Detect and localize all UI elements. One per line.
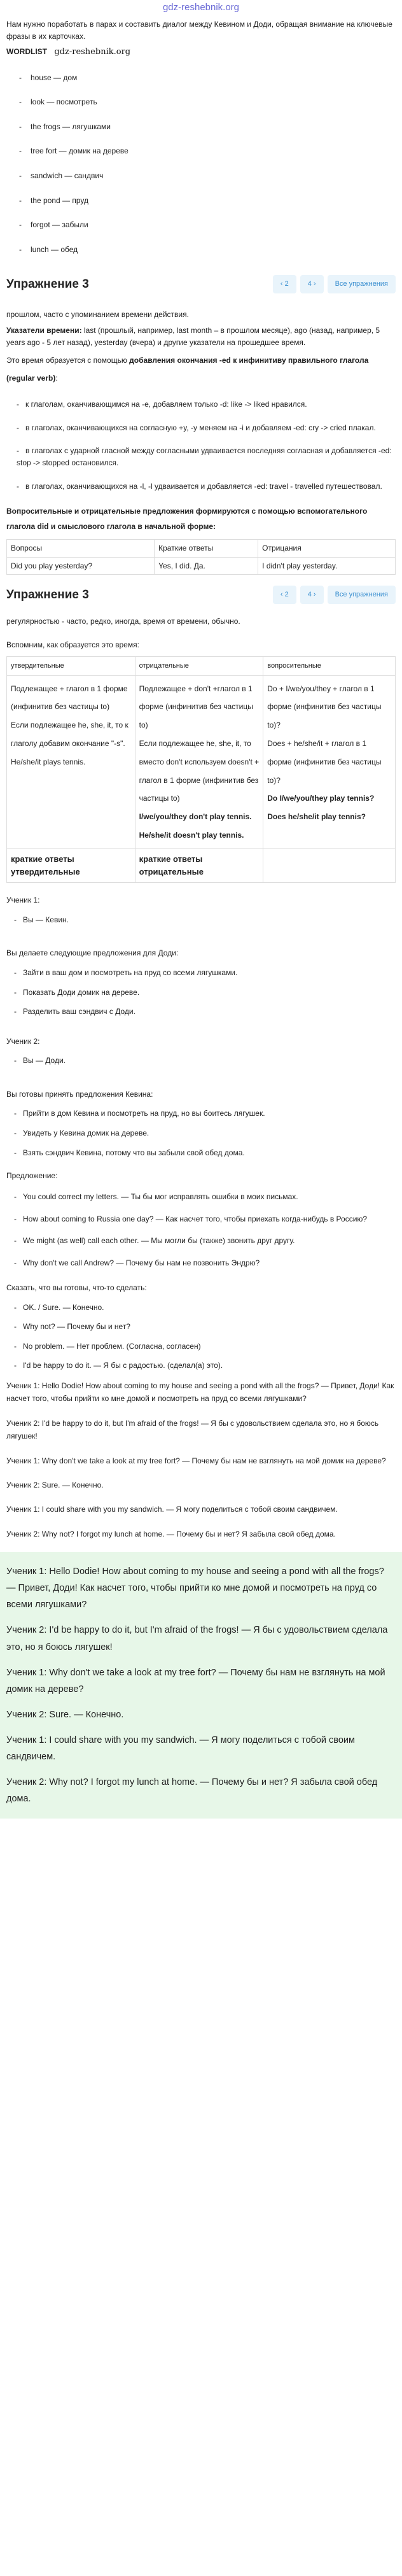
list-item: - Зайти в ваш дом и посмотреть на пруд со всеми лягушками. (14, 967, 396, 979)
word-list (6, 72, 396, 256)
word-item: - look — посмотреть (19, 96, 396, 108)
word-item: - the frogs — лягушками (19, 121, 396, 133)
past-formation (6, 352, 396, 387)
table-cell (263, 848, 396, 882)
table-cell-affirmative (7, 675, 135, 848)
exercise-nav (273, 275, 396, 293)
cell-text: Подлежащее + глагол в 1 форме (инфинитив без частицы to) (11, 684, 128, 712)
exercise-nav (273, 586, 396, 604)
table-header: утвердительные (7, 656, 135, 675)
offer-list (6, 1190, 396, 1270)
past-usage-text: прошлом, часто с упоминанием времени действия. (6, 310, 189, 320)
rule-item: - в глаголах, оканчивающихся на -l, -l удваивается и добавляется -ed: travel - travelled путешествовал. (17, 481, 396, 493)
table-cell: краткие ответы отрицательные (135, 848, 263, 882)
past-table (6, 539, 396, 575)
list-item: - How about coming to Russia one day? — Как насчет того, чтобы приехать когда-нибудь в Россию? (14, 1212, 396, 1227)
next-exercise-button[interactable]: 4 › (300, 586, 324, 604)
table-cell-question (263, 675, 396, 848)
rule-item: - в глаголах, оканчивающихся на согласную +y, -y меняем на -i и добавляем -ed: cry -> cried плакал. (17, 422, 396, 434)
prev-exercise-button[interactable]: ‹ 2 (273, 586, 296, 604)
present-recall: Вспомним, как образуется это время: (6, 640, 139, 650)
cell-text: Если подлежащее he, she, it, то вместо don't используем doesn't + глагол в 1 форме (инфинитив без частицы to) (139, 739, 260, 803)
formation-bold: добавления окончания -ed к инфинитиву правильного глагола (regular verb) (6, 356, 369, 383)
exercise-header-2 (6, 580, 396, 609)
pointers-text: last (прошлый, например, last month – в прошлом месяце), ago (назад, например, 5 years ago - 5 лет назад), yesterday (вчера) и другие указатели на прошедшее время. (6, 325, 380, 347)
cell-text: Do + I/we/you/they + глагол в 1 форме (инфинитив без частицы to)? (267, 684, 382, 730)
student2-label: Ученик 2: (6, 1036, 40, 1046)
exercise-header (6, 269, 396, 299)
dialog-highlighted (0, 1552, 402, 1819)
role-item: - Вы — Доди. (14, 1055, 396, 1067)
kevin-list (6, 967, 396, 1018)
student1-label: Ученик 1: (6, 896, 40, 905)
dialog-line: Ученик 2: Sure. — Конечно. (6, 1709, 124, 1720)
table-header: Краткие ответы (155, 540, 258, 558)
rule-item: - в глаголах с ударной гласной между согласными удваивается последняя согласная и добавляется -ed: stop -> stopped остановился. (17, 445, 396, 468)
word-item: - lunch — обед (19, 244, 396, 256)
table-cell: Did you play yesterday? (7, 557, 155, 575)
kevin-task: Вы делаете следующие предложения для Доди: (6, 948, 179, 958)
cell-text: Do I/we/you/they play tennis? (267, 794, 375, 803)
cell-text: Если подлежащее he, she, it, то к глаголу добавим окончание "-s". (11, 721, 128, 749)
table-cell: краткие ответы утвердительные (7, 848, 135, 882)
dialog-line: Ученик 2: Why not? I forgot my lunch at home. — Почему бы и нет? Я забыла свой обед дома. (6, 1777, 378, 1805)
list-item: - We might (as well) call each other. — Мы могли бы (также) звонить друг другу. (14, 1234, 396, 1248)
wordlist-header (6, 46, 396, 59)
table-header: вопросительные (263, 656, 396, 675)
past-rules (6, 398, 396, 492)
list-item: - OK. / Sure. — Конечно. (14, 1302, 396, 1314)
table-header: Вопросы (7, 540, 155, 558)
pointers-label: Указатели времени: (6, 325, 82, 335)
list-item: - Увидеть у Кевина домик на дереве. (14, 1127, 396, 1139)
prev-exercise-button[interactable]: ‹ 2 (273, 275, 296, 293)
past-neg-text: Вопросительные и отрицательные предложения формируются с помощью вспомогательного глагола did и смыслового глагола в начальной форме: (6, 507, 368, 531)
role-item: - Вы — Кевин. (14, 914, 396, 926)
dialog-line: Ученик 1: I could share with you my sandwich. — Я могу поделиться с тобой своим сандвичем. (6, 1505, 338, 1514)
dialog-line: Ученик 1: Hello Dodie! How about coming to my house and seeing a pond with all the frogs? — Привет, Доди! Как насчет того, чтобы прийти ко мне домой и посмотреть на пруд со всеми лягушками? (6, 1566, 384, 1610)
dialog-line: Ученик 1: I could share with you my sandwich. — Я могу поделиться с тобой своим сандвичем. (6, 1735, 355, 1762)
table-header: Отрицания (258, 540, 396, 558)
dialog-line: Ученик 1: Why don't we take a look at my tree fort? — Почему бы нам не взглянуть на мой домик на дереве? (6, 1456, 386, 1465)
watermark: gdz-reshebnik.org (54, 47, 131, 57)
site-link[interactable]: gdz-reshebnik.org (162, 2, 240, 13)
table-cell-negative (135, 675, 263, 848)
list-item: - Прийти в дом Кевина и посмотреть на пруд, но вы боитесь лягушек. (14, 1108, 396, 1120)
wordlist-label: WORDLIST (6, 47, 47, 57)
all-exercises-button[interactable]: Все упражнения (328, 586, 396, 604)
formation-pre: Это время образуется с помощью (6, 356, 130, 365)
table-header: отрицательные (135, 656, 263, 675)
list-item: - Why don't we call Andrew? — Почему бы нам не позвонить Эндрю? (14, 1256, 396, 1270)
exercise-title: Упражнение 3 (6, 277, 89, 291)
dialog-line: Ученик 1: Hello Dodie! How about coming to my house and seeing a pond with all the frogs? — Привет, Доди! Как насчет того, чтобы прийти ко мне домой и посмотреть на пруд со всеми лягушками? (6, 1381, 394, 1404)
table-cell: I didn't play yesterday. (258, 557, 396, 575)
dialog-line: Ученик 2: I'd be happy to do it, but I'm afraid of the frogs! — Я бы с удовольствием сделала это, но я боюсь лягушек! (6, 1625, 388, 1652)
next-exercise-button[interactable]: 4 › (300, 275, 324, 293)
list-item: - I'd be happy to do it. — Я бы с радостью. (сделал(а) это). (14, 1360, 396, 1372)
cell-text: Подлежащее + don't +глагол в 1 форме (инфинитив без частицы to) (139, 684, 253, 730)
list-item: - No problem. — Нет проблем. (Согласна, согласен) (14, 1341, 396, 1353)
list-item: - Взять сэндвич Кевина, потому что вы забыли свой обед дома. (14, 1147, 396, 1159)
student2-role (6, 1055, 396, 1067)
offer-label: Предложение: (6, 1171, 58, 1181)
word-item: - sandwich — сандвич (19, 170, 396, 182)
formation-post: : (55, 373, 58, 383)
dialog-line: Ученик 2: Sure. — Конечно. (6, 1480, 104, 1489)
dodie-list (6, 1108, 396, 1158)
present-usage-text: регулярностью - часто, редко, иногда, время от времени, обычно. (6, 617, 240, 626)
past-pointers (6, 325, 396, 348)
rule-item: - к глаголам, оканчивающимся на -e, добавляем только -d: like -> liked нравился. (17, 398, 396, 411)
exercise-title: Упражнение 3 (6, 588, 89, 602)
word-item: - forgot — забыли (19, 219, 396, 231)
word-item: - house — дом (19, 72, 396, 84)
dodie-task: Вы готовы принять предложения Кевина: (6, 1089, 153, 1099)
ready-label: Сказать, что вы готовы, что-то сделать: (6, 1283, 147, 1293)
word-item: - the pond — пруд (19, 195, 396, 207)
cell-text: Does + he/she/it + глагол в 1 форме (инфинитив без частицы to)? (267, 739, 382, 785)
dialog-line: Ученик 2: Why not? I forgot my lunch at home. — Почему бы и нет? Я забыла свой обед дома. (6, 1529, 336, 1538)
cell-text: He/she/it plays tennis. (11, 757, 86, 766)
student1-role (6, 914, 396, 926)
all-exercises-button[interactable]: Все упражнения (328, 275, 396, 293)
cell-text: He/she/it doesn't play tennis. (139, 831, 244, 840)
word-item: - tree fort — домик на дереве (19, 145, 396, 157)
cell-text: Does he/she/it play tennis? (267, 812, 366, 822)
present-table (6, 656, 396, 883)
list-item: - Разделить ваш сэндвич с Доди. (14, 1006, 396, 1018)
dialog-line: Ученик 2: I'd be happy to do it, but I'm afraid of the frogs! — Я бы с удовольствием сделала это, но я боюсь лягушек! (6, 1418, 379, 1441)
dialog (6, 1379, 396, 1540)
ready-list (6, 1302, 396, 1372)
cell-text: I/we/you/they don't play tennis. (139, 812, 252, 822)
list-item: - Why not? — Почему бы и нет? (14, 1321, 396, 1333)
intro-text: Нам нужно поработать в парах и составить диалог между Кевином и Доди, обращая внимание на ключевые фразы в их карточках. (6, 20, 392, 41)
list-item: - Показать Доди домик на дереве. (14, 987, 396, 999)
table-cell: Yes, I did. Да. (155, 557, 258, 575)
dialog-line: Ученик 1: Why don't we take a look at my tree fort? — Почему бы нам не взглянуть на мой домик на дереве? (6, 1667, 385, 1694)
list-item: - You could correct my letters. — Ты бы мог исправлять ошибки в моих письмах. (14, 1190, 396, 1204)
